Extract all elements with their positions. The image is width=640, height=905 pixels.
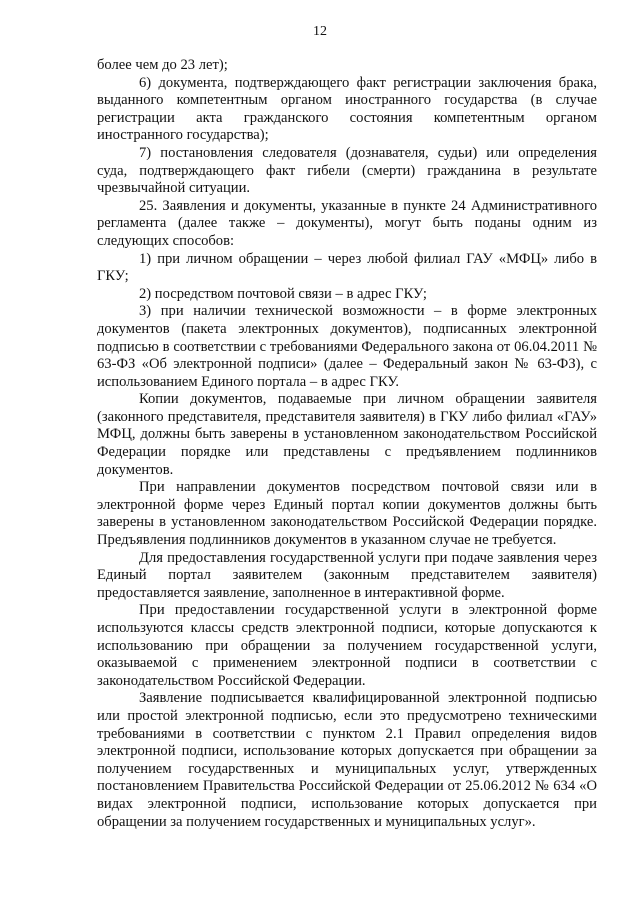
- paragraph: Для предоставления государственной услуги при подаче заявления через Единый портал заявителем (законным представителем заявителя) предоставляется заявление, заполненное в интерактивной форме.: [97, 549, 597, 601]
- paragraph: 1) при личном обращении – через любой филиал ГАУ «МФЦ» либо в ГКУ;: [97, 250, 597, 285]
- paragraph: 7) постановления следователя (дознавателя, судьи) или определения суда, подтверждающего факт гибели (смерти) гражданина в результате чрезвычайной ситуации.: [97, 144, 597, 197]
- paragraph: 3) при наличии технической возможности – в форме электронных документов (пакета электронных документов), подписанных электронной подписью в соответствии с требованиями Федерального закона от 06.04.2011 № 63-ФЗ «Об электронной подписи» (далее – Федеральный закон № 63-ФЗ), с использованием Единого портала – в адрес ГКУ.: [97, 303, 597, 390]
- paragraph: более чем до 23 лет);: [97, 57, 228, 73]
- paragraph: При предоставлении государственной услуги в электронной форме используются классы средств электронной подписи, которые допускаются к использованию при обращении за получением государственной услуги, оказываемой с применением электронной подписи в соответствии с законодательством Российской Федерации.: [97, 602, 597, 689]
- paragraph: Заявление подписывается квалифицированной электронной подписью или простой электронной подписью, если это предусмотрено техническими требованиями в соответствии с пунктом 2.1 Правил определения видов электронной подписи, использование которых допускается при обращении за получением государственных и муниципальных услуг, утвержденных постановлением Правительства Российской Федерации от 25.06.2012 № 634 «О видах электронной подписи, использование которых допускается при обращении за получением государственных и муниципальных услуг».: [97, 690, 597, 830]
- document-body: [97, 57, 597, 831]
- page-number: 12: [313, 24, 327, 39]
- paragraph: 6) документа, подтверждающего факт регистрации заключения брака, выданного компетентным органом иностранного государства (в случае регистрации акта гражданского состояния компетентным органом иностранного государства);: [97, 74, 597, 144]
- paragraph: Копии документов, подаваемые при личном обращении заявителя (законного представителя, представителя заявителя) в ГКУ либо филиал «ГАУ» МФЦ, должны быть заверены в установленном законодательством Российской Федерации порядке или представлены с предъявлением подлинников документов.: [97, 391, 597, 478]
- paragraph: 2) посредством почтовой связи – в адрес ГКУ;: [139, 285, 427, 302]
- paragraph: 25. Заявления и документы, указанные в пункте 24 Административного регламента (далее также – документы), могут быть поданы одним из следующих способов:: [97, 197, 597, 249]
- paragraph: При направлении документов посредством почтовой связи или в электронной форме через Единый портал копии документов должны быть заверены в установленном законодательством Российской Федерации порядке. Предъявления подлинников документов в указанном случае не требуется.: [97, 479, 597, 549]
